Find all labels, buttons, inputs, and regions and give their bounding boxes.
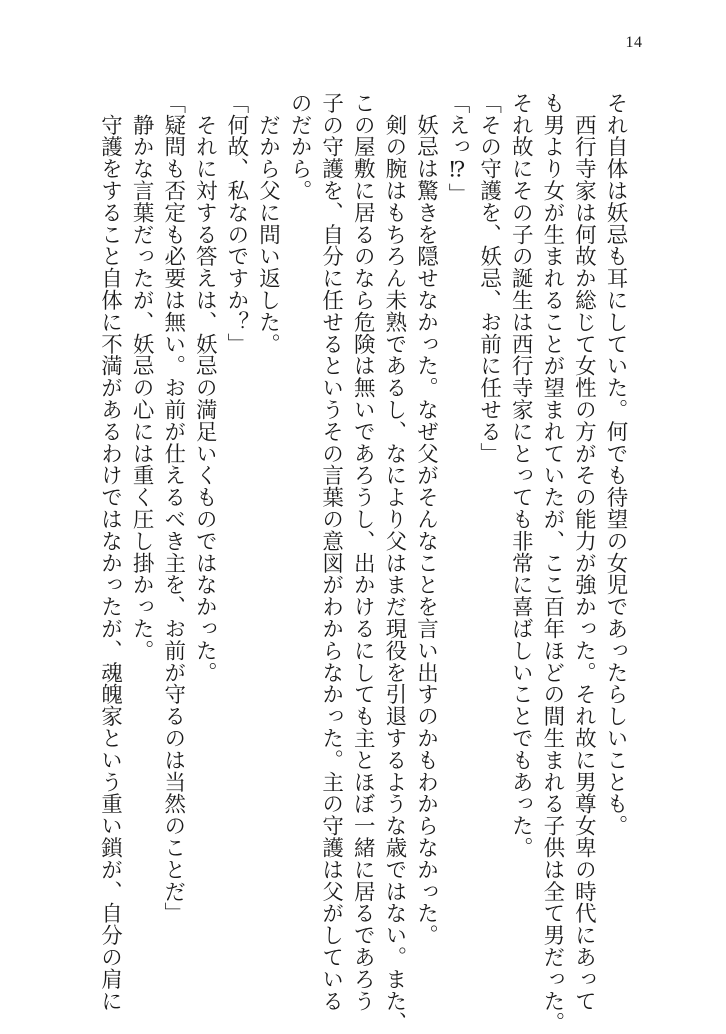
text-line: 守護をすること自体に不満があるわけではなかったが、魂魄家という重い鎖が、自分の肩に xyxy=(97,92,123,1012)
text-line: 剣の腕はもちろん未熟であるし、なにより父はまだ現役を引退するような歳ではない。また、 xyxy=(381,92,407,1034)
text-line: 子の守護を、自分に任せるというその言葉の意図がわからなかった。主の守護は父がしている xyxy=(318,92,344,1012)
text-line: だから父に問い返した。 xyxy=(255,92,281,355)
page-number: 14 xyxy=(625,34,643,51)
body-text xyxy=(94,92,631,1034)
text-line: 妖忌は驚きを隠せなかった。なぜ父がそんなことを言い出すのかもわからなかった。 xyxy=(413,92,439,947)
text-line: 静かな言葉だったが、妖忌の心には重く圧し掛かった。 xyxy=(129,92,155,662)
text-line: のだから。 xyxy=(287,92,313,202)
text-line: 「その守護を、妖忌、お前に任せる」 xyxy=(476,92,502,465)
text-line: この屋敷に居るのなら危険は無いであろうし、出かけるにしても主とほぼ一緒に居るであろう xyxy=(350,92,376,1012)
text-line: 西行寺家は何故か総じて女性の方がその能力が強かった。それ故に男尊女卑の時代にあって xyxy=(571,92,597,1012)
text-line: 「えっ⁉」 xyxy=(445,92,471,205)
text-line: も男より女が生まれることが望まれていたが、ここ百年ほどの間生まれる子供は全て男だった。 xyxy=(539,92,565,1034)
text-line: 「疑問も否定も必要は無い。お前が仕えるべき主を、お前が守るのは当然のことだ」 xyxy=(160,92,186,925)
text-line: それ自体は妖忌も耳にしていた。何でも待望の女児であったらしいことも。 xyxy=(603,92,628,837)
text-line: それに対する答えは、妖忌の満足いくものではなかった。 xyxy=(192,92,218,684)
text-line: それ故にその子の誕生は西行寺家にとっても非常に喜ばしいことでもあった。 xyxy=(508,92,534,859)
text-line: 「何故、私なのですか？」 xyxy=(223,92,249,355)
